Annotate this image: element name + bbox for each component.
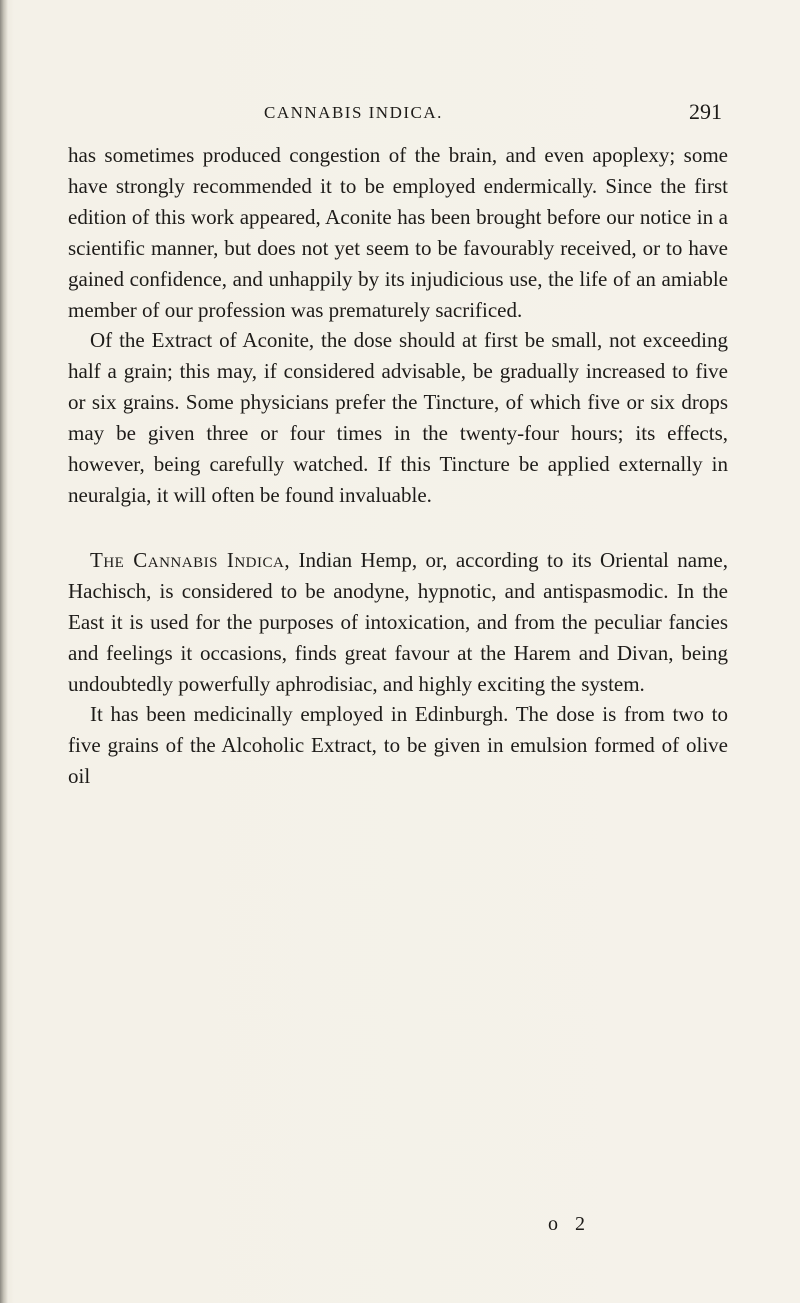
signature-mark: o 2: [548, 1213, 591, 1235]
paragraph-gap: [68, 511, 728, 545]
running-head: [68, 101, 722, 131]
body-text: [68, 140, 728, 792]
section-lead: The Cannabis Indica,: [90, 547, 291, 572]
paragraph-aconite-history: has sometimes produced congestion of the brain, and even apoplexy; some have strongly recommended it to be employed endermically. Since the first edition of this work appeared, Aconite has been brought before our notice in a scientific manner, but does not yet seem to be favourably received, or to have gained confidence, and unhappily by its injudicious use, the life of an amiable member of our profession was prematurely sacrificed.: [68, 143, 728, 322]
paragraph-cannabis-dose: It has been medicinally employed in Edinburgh. The dose is from two to five grains of the Alcoholic Extract, to be given in emulsion formed of olive oil: [68, 702, 728, 789]
paragraph-aconite-dose: Of the Extract of Aconite, the dose should at first be small, not exceeding half a grain; this may, if considered advisable, be gradually increased to five or six grains. Some physicians prefer the Tincture, of which five or six drops may be given three or four times in the twenty-four hours; its effects, however, being carefully watched. If this Tincture be applied externally in neuralgia, it will often be found invaluable.: [68, 328, 728, 507]
page-number: 291: [689, 99, 722, 124]
page-gutter-shadow: [0, 0, 8, 1303]
running-head-title: CANNABIS INDICA.: [264, 103, 443, 122]
paragraph-cannabis-indica: [68, 545, 728, 700]
paragraph-cannabis-text: Indian Hemp, or, according to its Oriental name, Hachisch, is considered to be anodyne, hypnotic, and antispasmodic. In the East it is used for the purposes of intoxication, and from the peculiar fancies and feelings it occasions, finds great favour at the Harem and Divan, being undoubtedly powerfully aphrodisiac, and highly exciting the system.: [68, 547, 728, 696]
